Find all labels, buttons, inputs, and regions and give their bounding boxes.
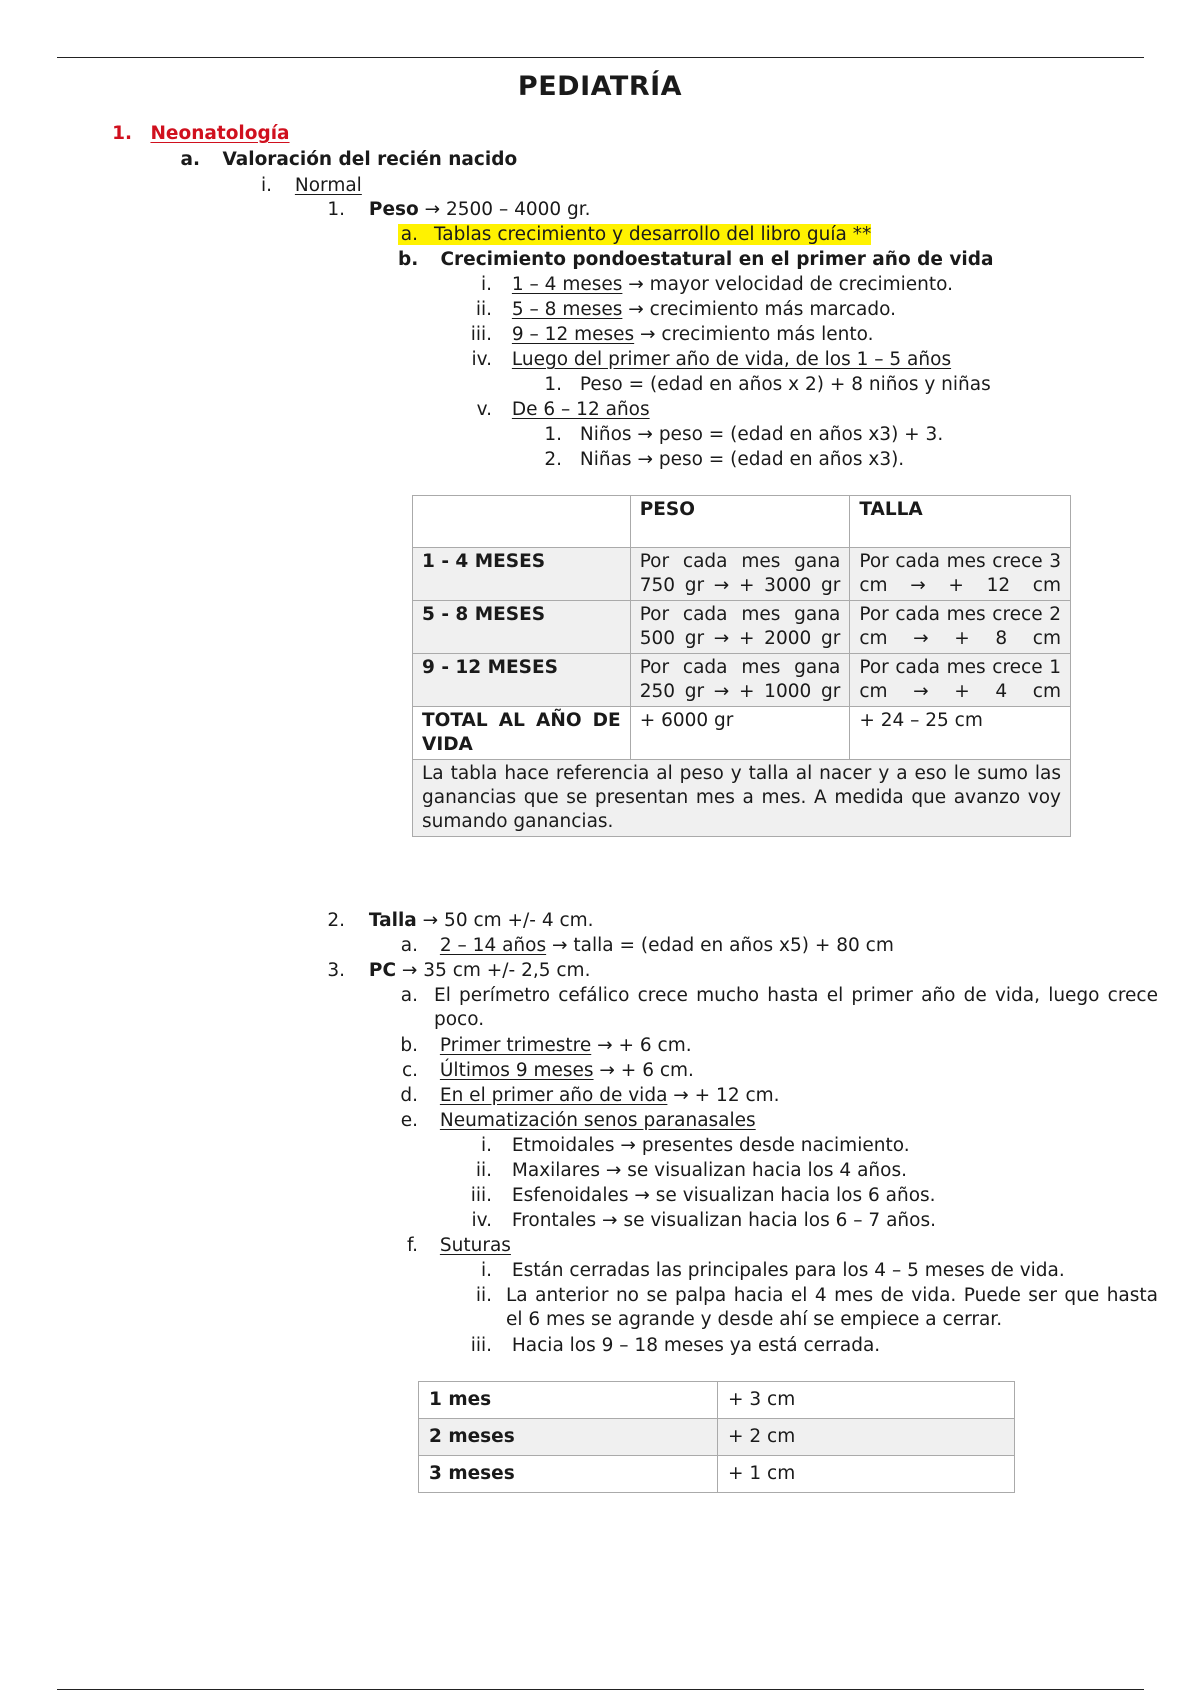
item-tablas xyxy=(398,223,871,247)
item-underlined: De 6 – 12 años xyxy=(511,399,650,420)
item-text: → talla = (edad en años x5) + 80 cm xyxy=(546,935,894,956)
item-text: → 2500 – 4000 gr. xyxy=(418,199,591,220)
list-marker: f. xyxy=(406,1235,418,1256)
table-row xyxy=(413,548,1071,601)
list-item xyxy=(462,348,951,372)
list-marker: ii. xyxy=(475,1160,492,1181)
list-marker: a. xyxy=(400,935,418,956)
item-text: Crecimiento pondoestatural en el primer año de vida xyxy=(440,249,994,270)
item-text: Tablas crecimiento y desarrollo del libro guía ** xyxy=(434,224,872,245)
table-cell: 9 - 12 MESES xyxy=(413,654,631,707)
list-marker: b. xyxy=(398,249,419,270)
table-cell: Por cada mes gana 500 gr → + 2000 gr xyxy=(630,601,850,654)
table-cell: 5 - 8 MESES xyxy=(413,601,631,654)
item-text: El perímetro cefálico crece mucho hasta el primer año de vida, luego crece poco. xyxy=(434,985,1158,1030)
section-label: Neonatología xyxy=(150,123,290,144)
list-item xyxy=(398,1109,756,1133)
table-cell: 2 meses xyxy=(419,1419,718,1456)
table-row xyxy=(419,1382,1015,1419)
section-heading xyxy=(108,122,290,146)
item-label: Peso xyxy=(368,199,419,220)
item-text: Esfenoidales → se visualizan hacia los 6 años. xyxy=(511,1185,936,1206)
list-item xyxy=(398,934,894,958)
list-item xyxy=(462,1284,492,1308)
list-marker: 1. xyxy=(544,374,562,395)
item-text: → + 6 cm. xyxy=(593,1060,694,1081)
table-row xyxy=(413,654,1071,707)
highlighted-text xyxy=(398,224,871,245)
item-underlined: Últimos 9 meses xyxy=(439,1060,594,1081)
table-cell: Por cada mes gana 750 gr → + 3000 gr xyxy=(630,548,850,601)
item-text: Hacia los 9 – 18 meses ya está cerrada. xyxy=(511,1335,881,1356)
list-item xyxy=(462,273,953,297)
table-row xyxy=(419,1419,1015,1456)
item-label: Talla xyxy=(368,910,417,931)
table-header: TALLA xyxy=(850,496,1071,548)
table-header: PESO xyxy=(630,496,850,548)
table-cell: 1 - 4 MESES xyxy=(413,548,631,601)
table-cell: + 3 cm xyxy=(718,1382,1015,1419)
list-marker: b. xyxy=(400,1035,418,1056)
item-underlined: 1 – 4 meses xyxy=(511,274,623,295)
item-text: Están cerradas las principales para los 4 – 5 meses de vida. xyxy=(511,1260,1065,1281)
item-underlined: Luego del primer año de vida, de los 1 – 5 años xyxy=(511,349,952,370)
list-marker: 1. xyxy=(544,424,562,445)
list-marker: d. xyxy=(400,1085,418,1106)
item-underlined: 2 – 14 años xyxy=(439,935,547,956)
table-cell: + 24 – 25 cm xyxy=(850,707,1071,760)
table-cell: + 1 cm xyxy=(718,1456,1015,1493)
list-marker: a. xyxy=(400,985,418,1006)
list-marker: iii. xyxy=(470,1185,492,1206)
item-underlined: 9 – 12 meses xyxy=(511,324,635,345)
list-marker: ii. xyxy=(475,1285,492,1306)
table-row xyxy=(413,601,1071,654)
item-text: Niños → peso = (edad en años x3) + 3. xyxy=(579,424,944,445)
table-cell: Por cada mes crece 3 cm → + 12 cm xyxy=(850,548,1071,601)
list-marker: i. xyxy=(480,1135,492,1156)
list-item xyxy=(398,1059,694,1083)
item-talla xyxy=(325,909,594,933)
list-item xyxy=(398,1084,780,1108)
list-item xyxy=(398,984,418,1008)
list-marker: ii. xyxy=(475,299,492,320)
list-marker: e. xyxy=(400,1110,418,1131)
list-marker: 1. xyxy=(327,199,345,220)
pc-table xyxy=(418,1381,1015,1493)
list-item xyxy=(462,398,650,422)
table-cell: TOTAL AL AÑO DE VIDA xyxy=(413,707,631,760)
list-item xyxy=(462,1134,910,1158)
list-marker: iii. xyxy=(470,324,492,345)
list-marker: v. xyxy=(476,399,492,420)
item-underlined: Suturas xyxy=(439,1235,511,1256)
item-text: → + 6 cm. xyxy=(591,1035,692,1056)
bottom-rule xyxy=(57,1689,1144,1690)
item-underlined: 5 – 8 meses xyxy=(511,299,623,320)
list-marker: 2. xyxy=(327,910,345,931)
item-text: Etmoidales → presentes desde nacimiento. xyxy=(511,1135,910,1156)
subheading-label: Normal xyxy=(294,175,362,196)
item-text: Maxilares → se visualizan hacia los 4 años. xyxy=(511,1160,907,1181)
list-item xyxy=(398,1234,511,1258)
item-text: → + 12 cm. xyxy=(667,1085,780,1106)
table-cell: + 6000 gr xyxy=(630,707,850,760)
page-title: PEDIATRÍA xyxy=(517,71,683,102)
list-marker: iii. xyxy=(470,1335,492,1356)
item-crecimiento xyxy=(398,248,993,272)
top-rule xyxy=(57,57,1144,58)
growth-table xyxy=(412,495,1071,837)
table-row xyxy=(413,760,1071,837)
list-item xyxy=(398,1034,692,1058)
list-marker: i. xyxy=(260,175,272,196)
item-peso xyxy=(325,198,591,222)
table-header xyxy=(413,496,631,548)
list-marker: i. xyxy=(480,1260,492,1281)
item-pc xyxy=(325,959,590,983)
list-item xyxy=(462,298,896,322)
list-item xyxy=(462,1209,936,1233)
item-underlined: Primer trimestre xyxy=(439,1035,592,1056)
item-text: → crecimiento más lento. xyxy=(634,324,874,345)
list-marker: 3. xyxy=(327,960,345,981)
table-header-row xyxy=(413,496,1071,548)
table-cell: 3 meses xyxy=(419,1456,718,1493)
list-item xyxy=(462,1334,880,1358)
list-marker: iv. xyxy=(471,1210,492,1231)
table-cell: Por cada mes crece 2 cm → + 8 cm xyxy=(850,601,1071,654)
list-item xyxy=(462,1184,936,1208)
table-note: La tabla hace referencia al peso y talla al nacer y a eso le sumo las ganancias que se presentan mes a mes. A medida que avanzo voy sumando ganancias. xyxy=(413,760,1071,837)
list-item xyxy=(462,323,873,347)
item-text: → mayor velocidad de crecimiento. xyxy=(622,274,954,295)
list-item xyxy=(540,423,943,447)
item-text: Peso = (edad en años x 2) + 8 niños y niñas xyxy=(579,374,991,395)
list-item xyxy=(462,1159,907,1183)
list-marker: 1. xyxy=(112,123,132,144)
table-cell: 1 mes xyxy=(419,1382,718,1419)
list-item xyxy=(462,1259,1065,1283)
table-cell: Por cada mes crece 1 cm → + 4 cm xyxy=(850,654,1071,707)
item-underlined: En el primer año de vida xyxy=(439,1085,668,1106)
list-marker: a. xyxy=(400,224,418,245)
item-text: → 35 cm +/- 2,5 cm. xyxy=(396,960,591,981)
subheading-normal xyxy=(252,174,362,198)
item-text: Niñas → peso = (edad en años x3). xyxy=(579,449,905,470)
subheading-valoracion xyxy=(180,148,517,172)
item-underlined: Neumatización senos paranasales xyxy=(439,1110,756,1131)
list-marker: c. xyxy=(401,1060,418,1081)
table-cell: + 2 cm xyxy=(718,1419,1015,1456)
item-label: PC xyxy=(368,960,397,981)
table-row xyxy=(413,707,1071,760)
table-cell: Por cada mes gana 250 gr → + 1000 gr xyxy=(630,654,850,707)
item-text: La anterior no se palpa hacia el 4 mes de vida. Puede ser que hasta el 6 mes se agrande y desde ahí se empiece a cerrar. xyxy=(506,1285,1158,1330)
list-marker: iv. xyxy=(471,349,492,370)
list-marker: 2. xyxy=(544,449,562,470)
item-text: → crecimiento más marcado. xyxy=(622,299,896,320)
list-item xyxy=(540,448,904,472)
list-marker: a. xyxy=(180,149,200,170)
list-marker: i. xyxy=(480,274,492,295)
table-row xyxy=(419,1456,1015,1493)
item-text: Frontales → se visualizan hacia los 6 – 7 años. xyxy=(511,1210,936,1231)
item-text: → 50 cm +/- 4 cm. xyxy=(416,910,594,931)
list-item xyxy=(540,373,991,397)
subheading-label: Valoración del recién nacido xyxy=(222,149,518,170)
